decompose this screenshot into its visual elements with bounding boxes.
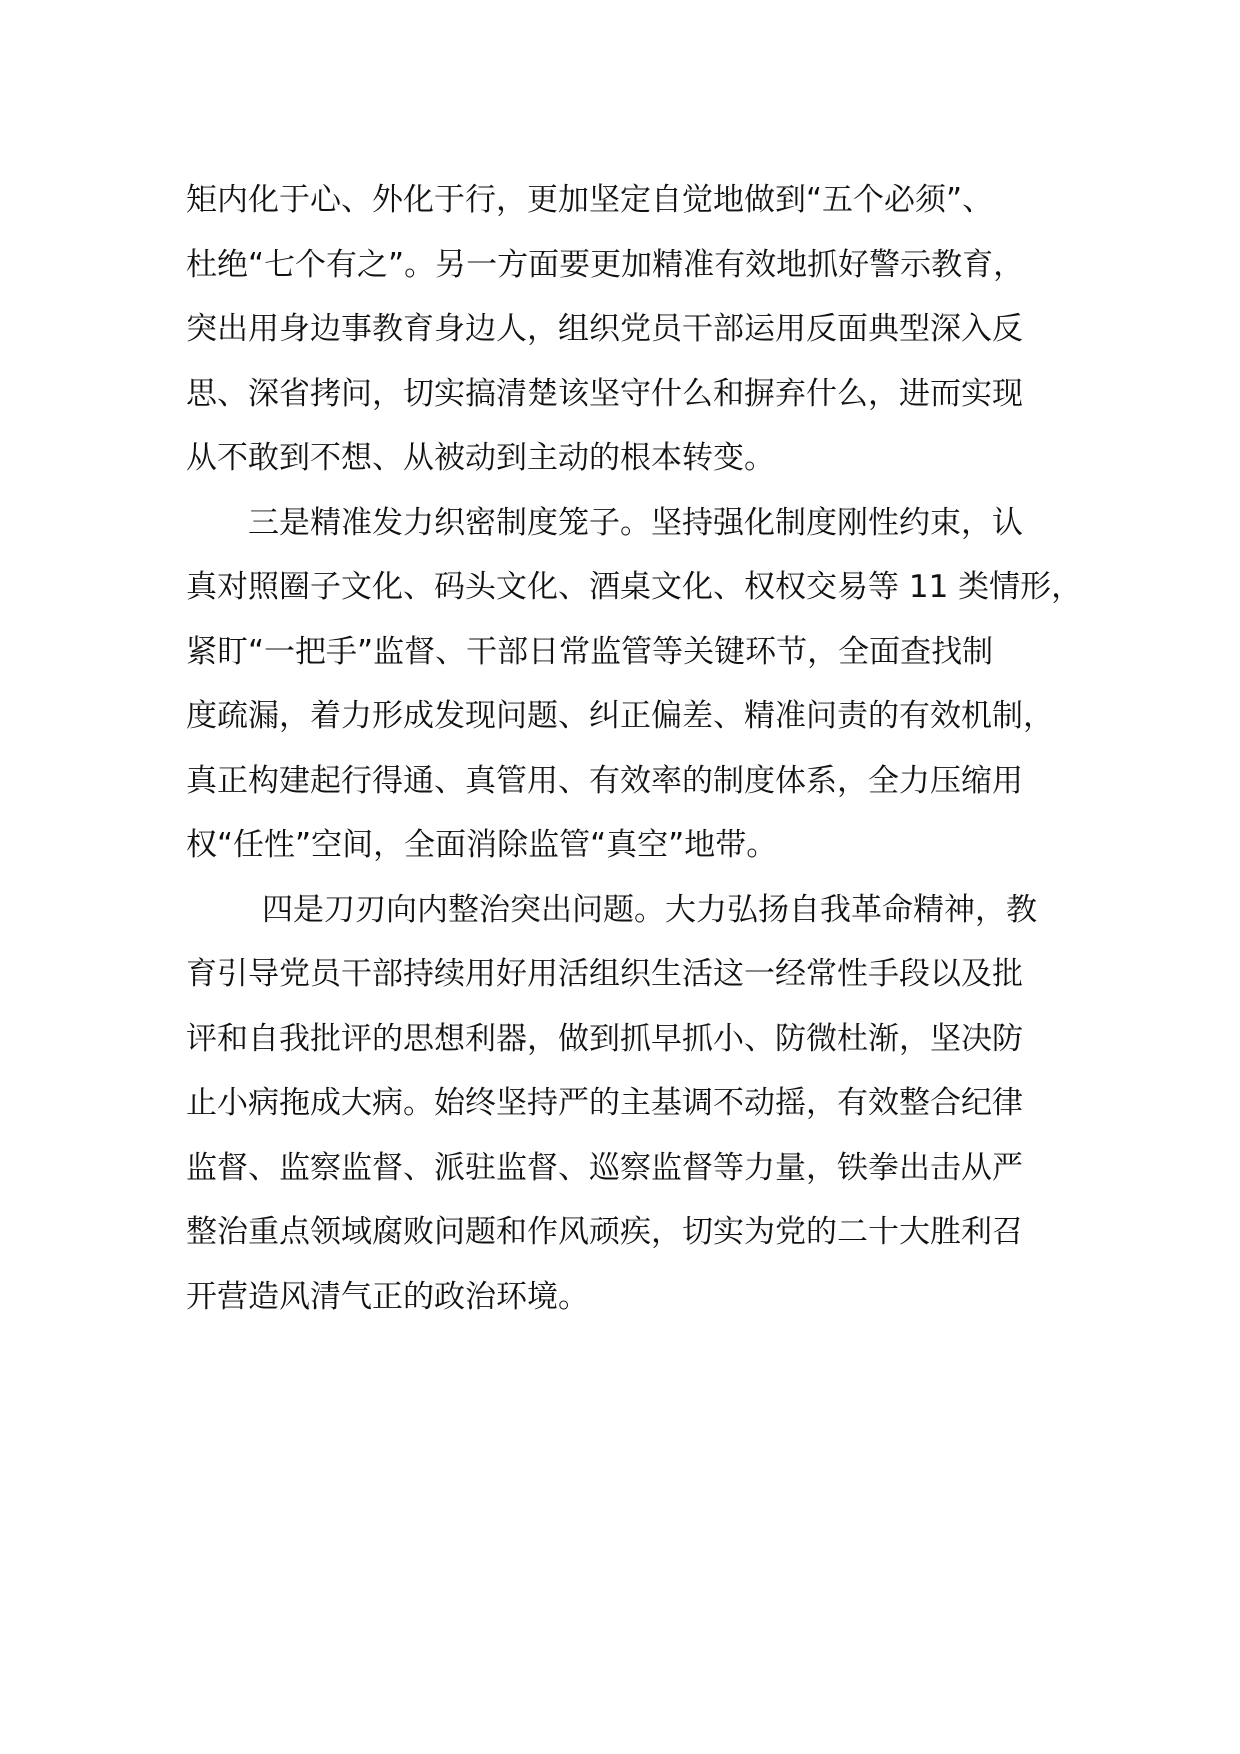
paragraph-line: 突出用身边事教育身边人，组织党员干部运用反面典型深入反: [186, 311, 1023, 347]
paragraph-line: 紧盯“一把手”监督、干部日常监管等关键环节，全面查找制: [186, 633, 994, 670]
paragraph-line: 真正构建起行得通、真管用、有效率的制度体系，全力压缩用: [186, 762, 1023, 799]
paragraph-2: [186, 491, 1086, 878]
paragraph-line: 三是精准发力织密制度笼子。坚持强化制度刚性约束，认: [248, 504, 1023, 541]
paragraph-line: 度疏漏，着力形成发现问题、纠正偏差、精准问责的有效机制，: [186, 698, 1054, 734]
paragraph-line: 育引导党员干部持续用好用活组织生活这一经常性手段以及批: [186, 956, 1023, 992]
paragraph-3: [186, 878, 1086, 1330]
paragraph-line: 从不敢到不想、从被动到主动的根本转变。: [186, 440, 775, 476]
paragraph-line: 监督、监察监督、派驻监督、巡察监督等力量，铁拳出击从严: [186, 1149, 1023, 1186]
paragraph-line: 整治重点领域腐败问题和作风顽疾，切实为党的二十大胜利召: [186, 1214, 1023, 1250]
paragraph-line: 矩内化于心、外化于行，更加坚定自觉地做到“五个必须”、: [186, 182, 994, 218]
paragraph-line: 思、深省拷问，切实搞清楚该坚守什么和摒弃什么，进而实现: [186, 375, 1023, 412]
paragraph-line: 四是刀刃向内整治突出问题。大力弘扬自我革命精神，教: [262, 891, 1037, 928]
document-body: [186, 168, 1086, 1329]
paragraph-line: 权“任性”空间，全面消除监管“真空”地带。: [186, 827, 778, 863]
paragraph-line: 真对照圈子文化、码头文化、酒桌文化、权权交易等 11 类情形，: [186, 569, 1083, 605]
paragraph-line: 杜绝“七个有之”。另一方面要更加精准有效地抓好警示教育，: [186, 246, 1025, 283]
paragraph-line: 开营造风清气正的政治环境。: [186, 1278, 589, 1315]
paragraph-1: [186, 168, 1086, 491]
paragraph-line: 止小病拖成大病。始终坚持严的主基调不动摇，有效整合纪律: [186, 1085, 1023, 1121]
paragraph-line: 评和自我批评的思想利器，做到抓早抓小、防微杜渐，坚决防: [186, 1020, 1023, 1057]
